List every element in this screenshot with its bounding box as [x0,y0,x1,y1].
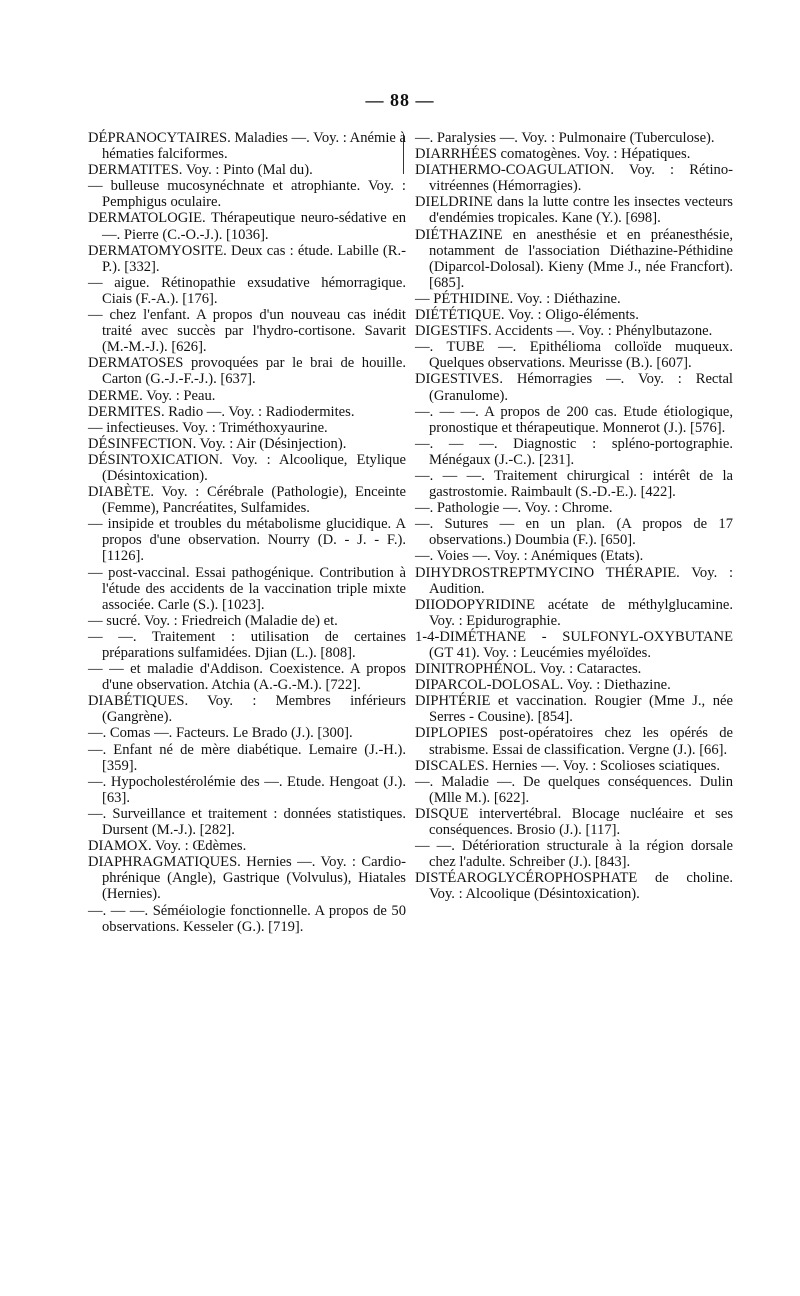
index-entry: DIELDRINE dans la lutte contre les insectes vecteurs d'endémies tropicales. Kane (Y.). [698]. [415,194,733,227]
index-entry: DISCALES. Hernies —. Voy. : Scolioses sciatiques. [415,757,720,774]
index-entry: DIAPHRAGMATIQUES. Hernies —. Voy. : Cardio-phrénique (Angle), Gastrique (Volvulus), Hiatales (Hernies). [88,854,406,903]
index-entry: DISTÉAROGLYCÉROPHOSPHATE de choline. Voy. : Alcoolique (Désintoxication). [415,870,733,903]
index-entry: DÉPRANOCYTAIRES. Maladies —. Voy. : Anémie à hématies falciformes. [88,130,406,163]
index-entry: DIPLOPIES post-opératoires chez les opérés de strabisme. Essai de classification. Vergne (J.). [66]. [415,725,733,758]
index-entry: DERMATITES. Voy. : Pinto (Mal du). [88,162,313,179]
index-entry: DIHYDROSTREPTMYCINO THÉRAPIE. Voy. : Audition. [415,564,733,597]
index-entry: DISQUE intervertébral. Blocage nucléaire et ses conséquences. Brosio (J.). [117]. [415,805,733,839]
index-entry: DIABÉTIQUES. Voy. : Membres inférieurs (Gangrène). [88,693,406,726]
index-entry: — sucré. Voy. : Friedreich (Maladie de) et. [88,612,338,629]
index-entry: DIABÈTE. Voy. : Cérébrale (Pathologie), Enceinte (Femme), Pancréatites, Sulfamides. [88,484,406,517]
index-entry: DIGESTIVES. Hémorragies —. Voy. : Rectal (Granulome). [415,371,733,404]
index-entry: DINITROPHÉNOL. Voy. : Cataractes. [415,661,642,678]
index-entry: DÉSINTOXICATION. Voy. : Alcoolique, Etylique (Désintoxication). [88,451,406,484]
index-entry: DIAMOX. Voy. : Œdèmes. [88,838,247,855]
index-entry: —. — —. A propos de 200 cas. Etude étiologique, pronostique et thérapeutique. Monnerot (J.). [576]. [415,403,733,436]
index-entry: DERMATOLOGIE. Thérapeutique neuro-sédative en —. Pierre (C.-O.-J.). [1036]. [88,210,406,243]
index-entry: DIATHERMO-COAGULATION. Voy. : Rétino-vitréennes (Hémorragies). [415,162,733,195]
index-entry: — aigue. Rétinopathie exsudative hémorragique. Ciais (F.-A.). [176]. [88,274,406,307]
index-entry: —. Comas —. Facteurs. Le Brado (J.). [300]. [88,725,353,742]
index-entry: —. Surveillance et traitement : données statistiques. Dursent (M.-J.). [282]. [88,805,406,839]
index-entry: — —. Traitement : utilisation de certaines préparations sulfamidées. Djian (L.). [808]. [88,628,406,661]
index-entry: DERMATOMYOSITE. Deux cas : étude. Labille (R.-P.). [332]. [88,242,406,275]
page-number: — 88 — [365,90,435,110]
index-entry: DIÉTHAZINE en anesthésie et en préanesthésie, notamment de l'association Diéthazine-Péthidine (Diparcol-Dolosal). Kieny (Mme J., née Francfort). [685]. [415,226,733,291]
index-entry: DIARRHÉES comatogènes. Voy. : Hépatiques. [415,146,691,163]
index-entry: —. TUBE —. Epithélioma colloïde muqueux. Quelques observations. Meurisse (B.). [607]. [415,339,733,372]
index-entry: —. Maladie —. De quelques conséquences. Dulin (Mlle M.). [622]. [415,773,733,806]
index-entry: 1-4-DIMÉTHANE - SULFONYL-OXYBUTANE (GT 41). Voy. : Leucémies myéloïdes. [415,628,733,661]
index-entry: —. — —. Séméiologie fonctionnelle. A propos de 50 observations. Kesseler (G.). [719]. [88,902,406,935]
index-entry: —. Enfant né de mère diabétique. Lemaire (J.-H.). [359]. [88,741,406,774]
index-entry: — post-vaccinal. Essai pathogénique. Contribution à l'étude des accidents de la vaccination triple mixte associée. Carle (S.). [1023]. [88,564,406,613]
index-entry: — — et maladie d'Addison. Coexistence. A propos d'une observation. Atchia (A.-G.-M.). [722]. [88,661,406,694]
index-entry: —. Voies —. Voy. : Anémiques (Etats). [415,548,644,565]
index-entry: DERME. Voy. : Peau. [88,387,216,404]
index-entry: —. Sutures — en un plan. (A propos de 17 observations.) Doumbia (F.). [650]. [415,516,733,549]
index-entry: — —. Détérioration structurale à la région dorsale chez l'adulte. Schreiber (J.). [843]. [415,838,733,871]
index-entry: DÉSINFECTION. Voy. : Air (Désinjection). [88,435,347,452]
index-entry: —. Hypocholestérolémie des —. Etude. Hengoat (J.). [63]. [88,773,406,806]
left-column [88,130,406,935]
index-entry: DIGESTIFS. Accidents —. Voy. : Phénylbutazone. [415,323,713,340]
index-entry: — chez l'enfant. A propos d'un nouveau cas inédit traité avec succès par l'hydro-cortisone. Savarit (M.-M.-J.). [626]. [88,307,406,356]
index-entry: — infectieuses. Voy. : Triméthoxyaurine. [88,419,328,436]
index-entry: —. — —. Traitement chirurgical : intérêt de la gastrostomie. Raimbault (S.-D.-E.). [422]. [415,467,733,501]
index-entry: —. — —. Diagnostic : spléno-portographie. Ménégaux (J.-C.). [231]. [415,435,733,468]
index-entry: — insipide et troubles du métabolisme glucidique. A propos d'une observation. Nourry (D. - J. - F.). [1126]. [88,516,406,565]
index-entry: DIIODOPYRIDINE acétate de méthylglucamine. Voy. : Epidurographie. [415,596,733,629]
index-entry: — bulleuse mucosynéchnate et atrophiante. Voy. : Pemphigus oculaire. [88,178,406,211]
index-entry: DERMITES. Radio —. Voy. : Radiodermites. [88,403,355,420]
index-entry: DIÉTÉTIQUE. Voy. : Oligo-éléments. [415,307,639,324]
index-entry: —. Pathologie —. Voy. : Chrome. [415,500,613,517]
right-column [415,130,733,903]
index-entry: DIPHTÉRIE et vaccination. Rougier (Mme J., née Serres - Cousine). [854]. [415,693,733,726]
index-entry: — PÉTHIDINE. Voy. : Diéthazine. [415,290,621,307]
index-entry: DIPARCOL-DOLOSAL. Voy. : Diethazine. [415,677,671,694]
index-entry: DERMATOSES provoquées par le brai de houille. Carton (G.-J.-F.-J.). [637]. [88,355,406,388]
index-entry: —. Paralysies —. Voy. : Pulmonaire (Tuberculose). [415,130,715,146]
